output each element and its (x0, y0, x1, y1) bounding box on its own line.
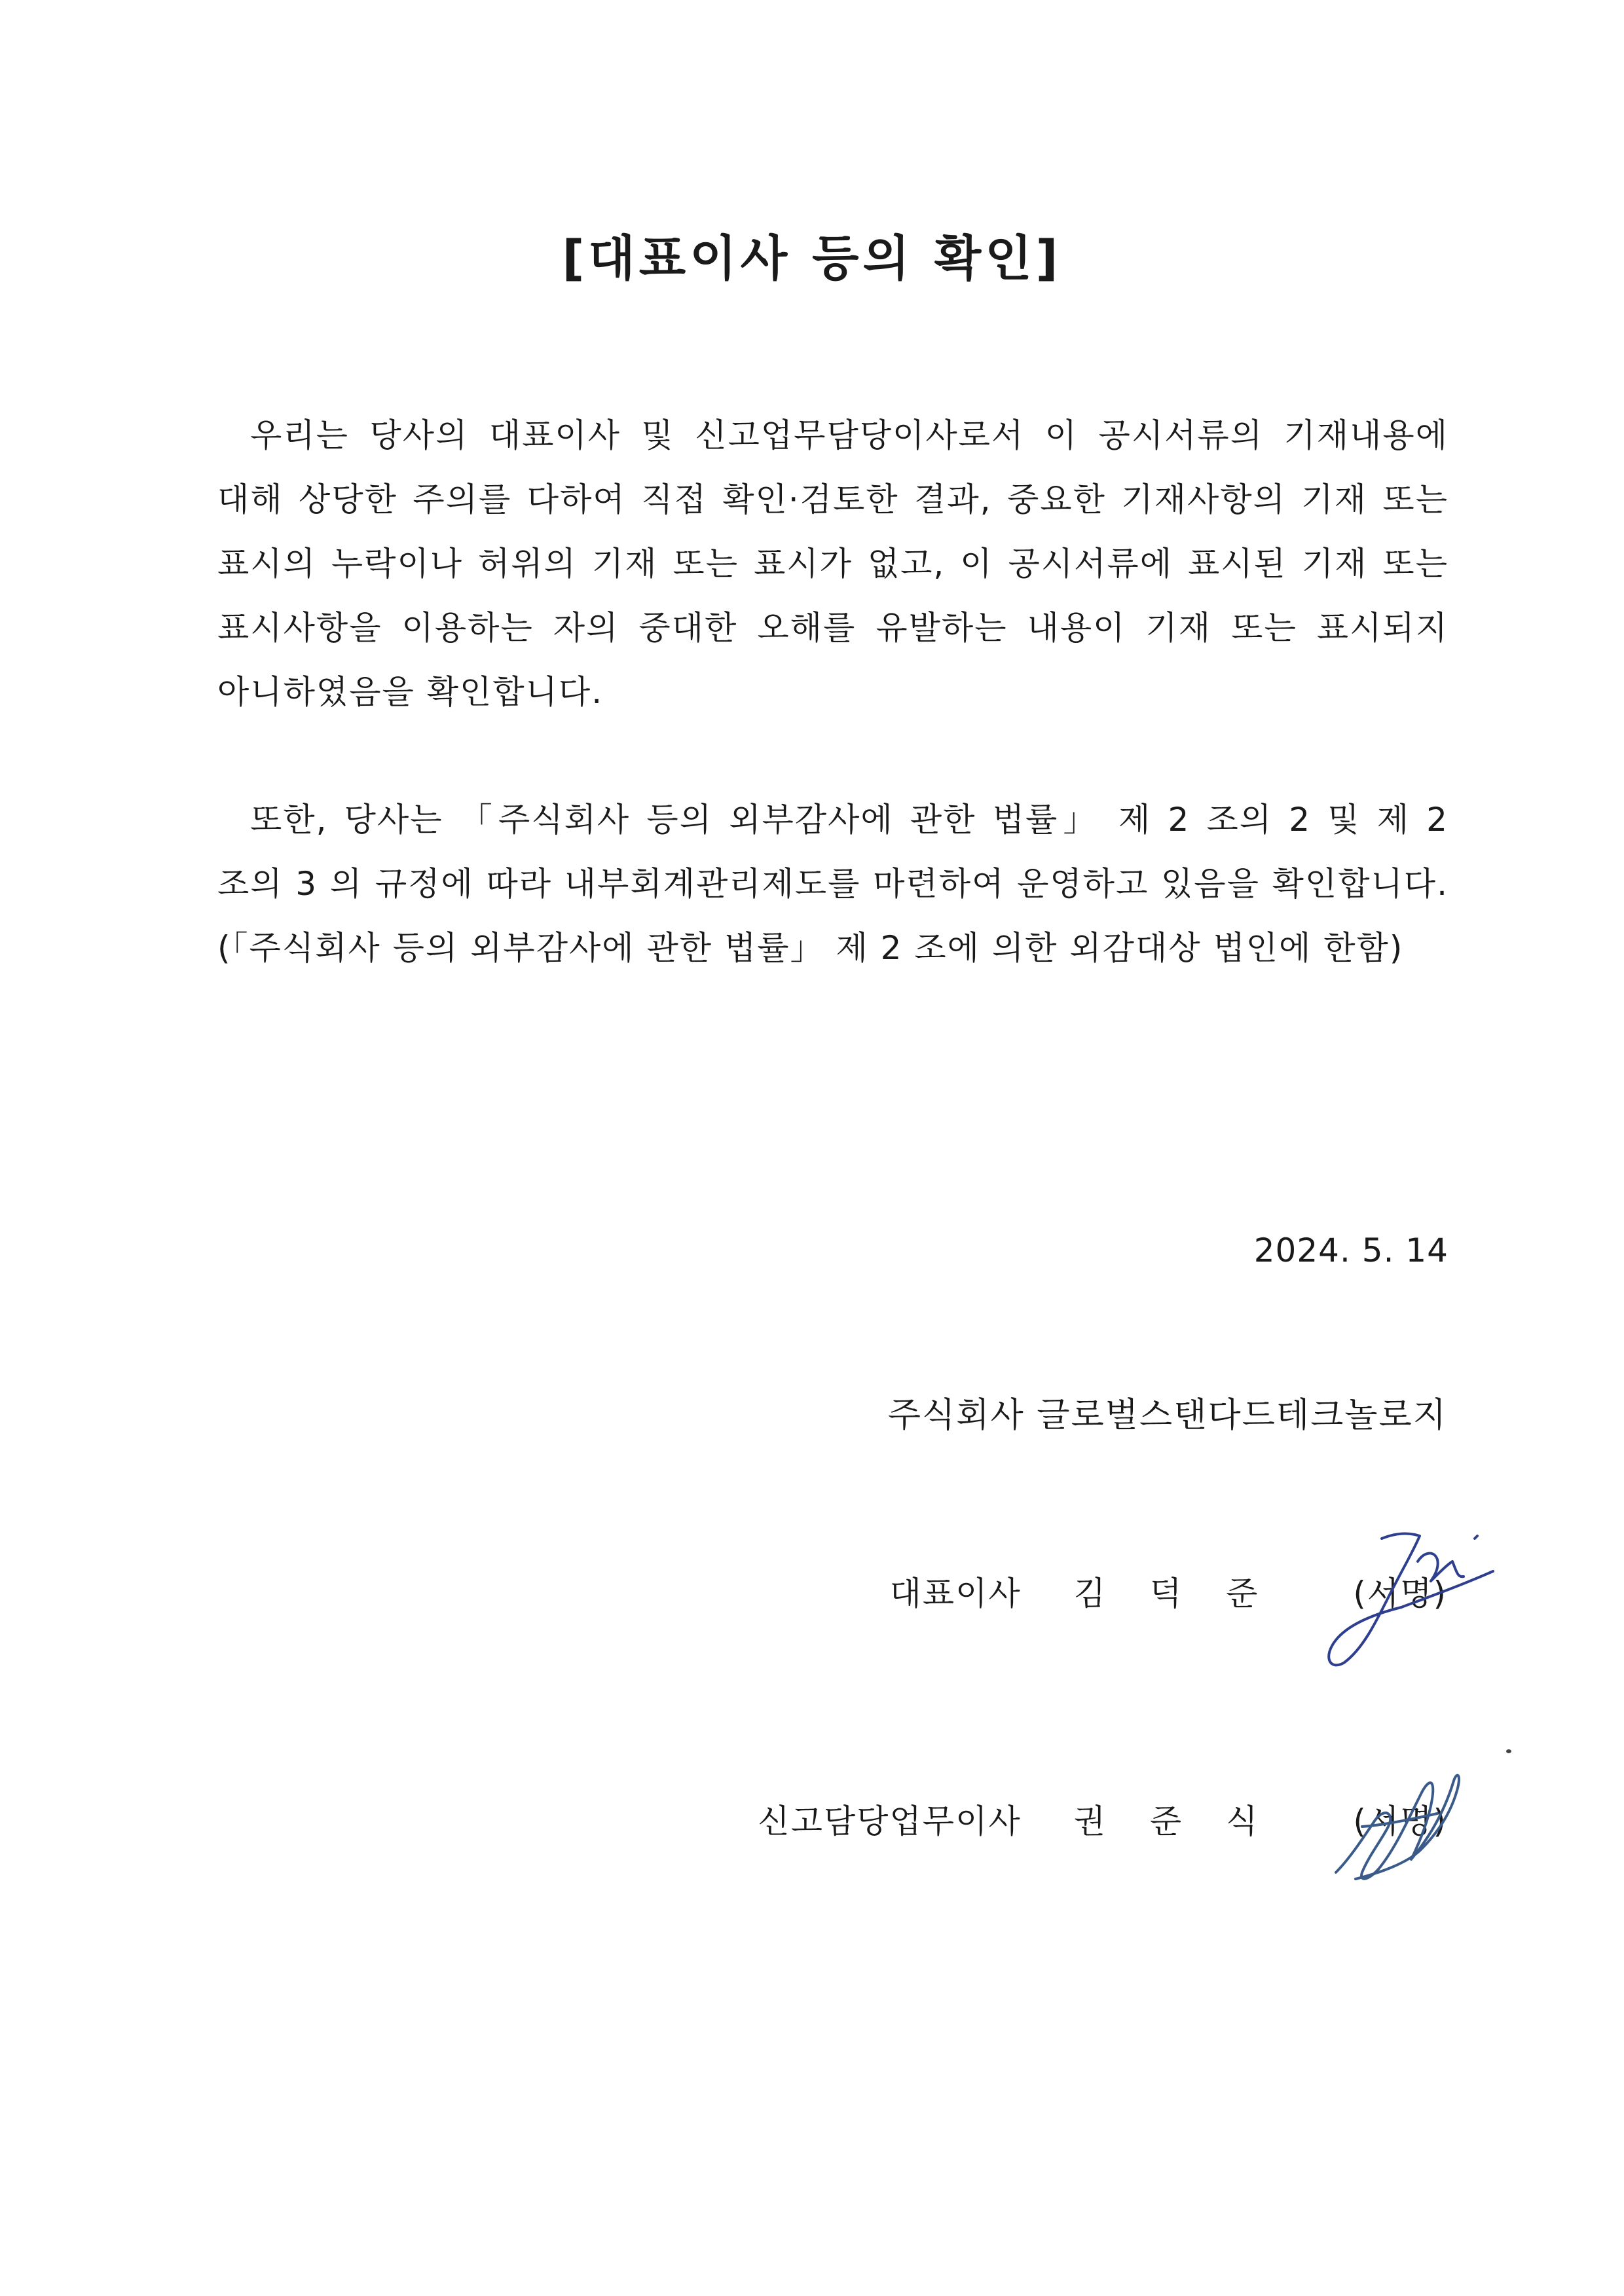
signatory-role: 신고담당업무이사 (758, 1802, 1022, 1840)
document-date: 2024. 5. 14 (1253, 1231, 1449, 1269)
seal-label: (서명) (1353, 1575, 1447, 1613)
signatory-reporting-director (758, 1786, 1447, 1851)
seal-label: (서명) (1353, 1802, 1447, 1840)
company-name: 주식회사 글로벌스탠다드테크놀로지 (887, 1396, 1447, 1435)
signatory-ceo (889, 1558, 1447, 1624)
internal-control-paragraph: 또한, 당사는 「주식회사 등의 외부감사에 관한 법률」 제 2 조의 2 및 제 2 조의 3 의 규정에 따라 내부회계관리제도를 마련하여 운영하고 있음을 확인합니다.(「주식회사 등의 외부감사에 관한 법률」 제 2 조에 의한 외감대상 법인에 한함) (217, 801, 1449, 967)
confirmation-paragraph: 우리는 당사의 대표이사 및 신고업무담당이사로서 이 공시서류의 기재내용에 대해 상당한 주의를 다하여 직접 확인·검토한 결과, 중요한 기재사항의 기재 또는 표시의 누락이나 허위의 기재 또는 표시가 없고, 이 공시서류에 표시된 기재 또는 표시사항을 이용하는 자의 중대한 오해를 유발하는 내용이 기재 또는 표시되지 아니하였음을 확인합니다. (217, 416, 1449, 711)
signatory-name: 김 덕 준 (1073, 1575, 1275, 1613)
signatory-name: 권 준 식 (1073, 1802, 1275, 1840)
scan-speck (1506, 1749, 1511, 1753)
signatory-role: 대표이사 (889, 1575, 1022, 1613)
document-title: [대표이사 등의 확인] (562, 230, 1062, 287)
